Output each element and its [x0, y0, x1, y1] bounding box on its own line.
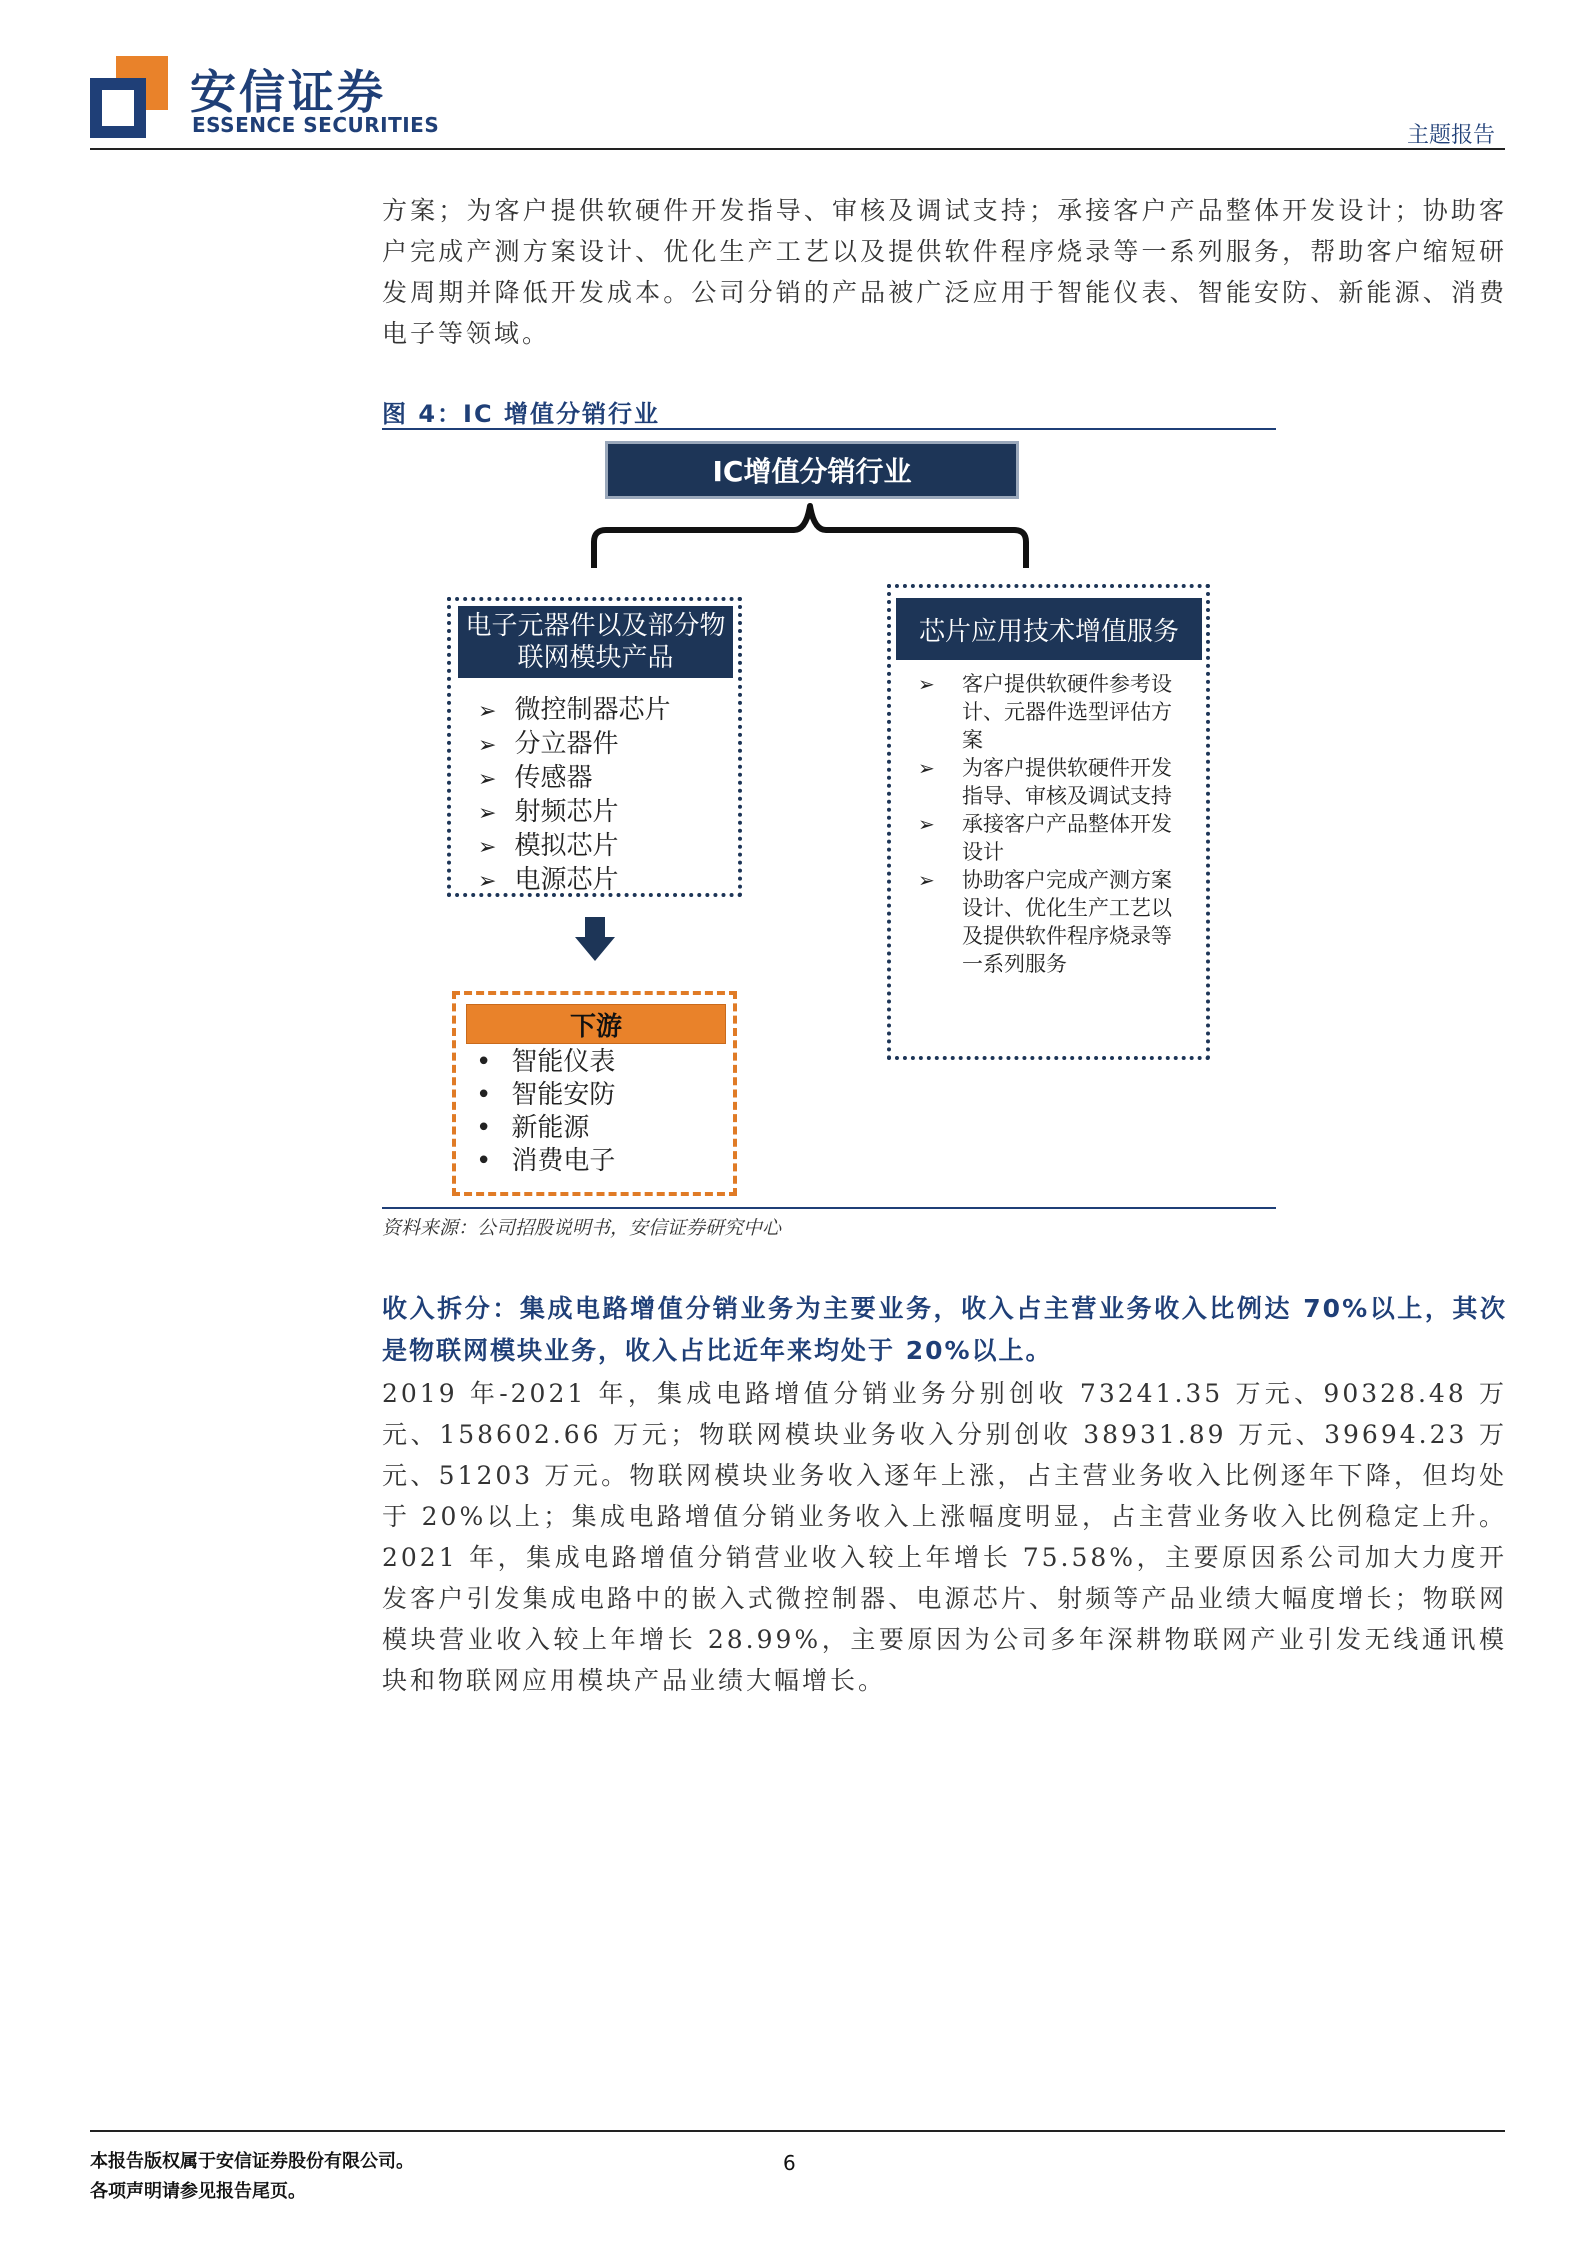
value-added-services-title: 芯片应用技术增值服务: [896, 598, 1202, 660]
list-item: ➢ 分立器件: [478, 728, 670, 762]
down-arrow-icon: [575, 917, 615, 961]
arrowhead-bullet-icon: ➢: [478, 699, 497, 724]
report-type-label: 主题报告: [1406, 123, 1495, 148]
list-item: ➢ 模拟芯片: [478, 830, 670, 864]
footer-disclaimer-note: 各项声明请参见报告尾页。: [90, 2181, 306, 2202]
footer-copyright: 本报告版权属于安信证券股份有限公司。: [90, 2151, 414, 2172]
list-item: ➢ 协助客户完成产测方案设计、优化生产工艺以及提供软件程序烧录等一系列服务: [918, 868, 1172, 976]
list-item: ➢ 微控制器芯片: [478, 694, 670, 728]
figure-top-rule: [382, 428, 1276, 430]
section-lead: 收入拆分：集成电路增值分销业务为主要业务，收入占主营业务收入比例达 70%以上，其次是物联网模块业务，收入占比近年来均处于 20%以上。: [382, 1294, 1507, 1365]
arrowhead-bullet-icon: ➢: [478, 835, 497, 860]
brace-connector-icon: [590, 500, 1030, 570]
header-divider: [90, 148, 1505, 150]
arrowhead-bullet-icon: ➢: [918, 812, 935, 836]
list-item: • 消费电子: [476, 1146, 616, 1176]
bullet-dot-icon: •: [476, 1080, 492, 1110]
footer-divider: [90, 2130, 1505, 2132]
figure-caption: 图 4：IC 增值分销行业: [382, 400, 660, 428]
arrowhead-bullet-icon: ➢: [478, 801, 497, 826]
list-item: ➢ 为客户提供软硬件开发指导、审核及调试支持: [918, 756, 1172, 808]
diagram-main-title: IC增值分销行业: [608, 444, 1016, 496]
bullet-dot-icon: •: [476, 1146, 492, 1176]
logo-icon: [90, 56, 168, 138]
list-item: ➢ 传感器: [478, 762, 670, 796]
arrowhead-bullet-icon: ➢: [918, 672, 935, 696]
list-item: • 智能仪表: [476, 1047, 616, 1077]
list-item: ➢ 承接客户产品整体开发设计: [918, 812, 1172, 864]
list-item: ➢ 电源芯片: [478, 864, 670, 898]
arrowhead-bullet-icon: ➢: [478, 733, 497, 758]
logo-chinese-name: 安信证券: [190, 65, 386, 119]
list-item: ➢ 射频芯片: [478, 796, 670, 830]
bullet-dot-icon: •: [476, 1047, 492, 1077]
intro-paragraph: 方案；为客户提供软硬件开发指导、审核及调试支持；承接客户产品整体开发设计；协助客户完成产测方案设计、优化生产工艺以及提供软件程序烧录等一系列服务，帮助客户缩短研发周期并降低开发成本。公司分销的产品被广泛应用于智能仪表、智能安防、新能源、消费电子等领域。: [382, 196, 1507, 348]
logo-english-name: ESSENCE SECURITIES: [192, 113, 440, 137]
value-added-services-list: [918, 670, 1178, 978]
figure-bottom-rule: [382, 1207, 1276, 1209]
arrowhead-bullet-icon: ➢: [918, 868, 935, 892]
page-number: 6: [783, 2151, 796, 2175]
list-item: • 新能源: [476, 1113, 590, 1143]
arrowhead-bullet-icon: ➢: [918, 756, 935, 780]
component-products-title: 电子元器件以及部分物联网模块产品: [458, 606, 733, 678]
section-body-paragraph: 2019 年-2021 年，集成电路增值分销业务分别创收 73241.35 万元、90328.48 万元、158602.66 万元；物联网模块业务收入分别创收 38931.89 万元、39694.23 万元、51203 万元。物联网模块业务收入逐年上涨，占主营业务收入比例逐年下降，但均处于 20%以上；集成电路增值分销业务收入上涨幅度明显，占主营业务收入比例稳定上升。2021 年，集成电路增值分销营业收入较上年增长 75.58%，主要原因系公司加大力度开发客户引发集成电路中的嵌入式微控制器、电源芯片、射频等产品业绩大幅度增长；物联网模块营业收入较上年增长 28.99%，主要原因为公司多年深耕物联网产业引发无线通讯模块和物联网应用模块产品业绩大幅增长。: [382, 1379, 1507, 1695]
component-products-list: [478, 694, 670, 898]
figure-source: 资料来源：公司招股说明书，安信证券研究中心: [382, 1217, 782, 1239]
list-item: ➢ 客户提供软硬件参考设计、元器件选型评估方案: [918, 672, 1172, 752]
bullet-dot-icon: •: [476, 1113, 492, 1143]
downstream-list: [476, 1046, 615, 1178]
arrowhead-bullet-icon: ➢: [478, 869, 497, 894]
list-item: • 智能安防: [476, 1080, 616, 1110]
arrowhead-bullet-icon: ➢: [478, 767, 497, 792]
downstream-title: 下游: [466, 1004, 726, 1044]
